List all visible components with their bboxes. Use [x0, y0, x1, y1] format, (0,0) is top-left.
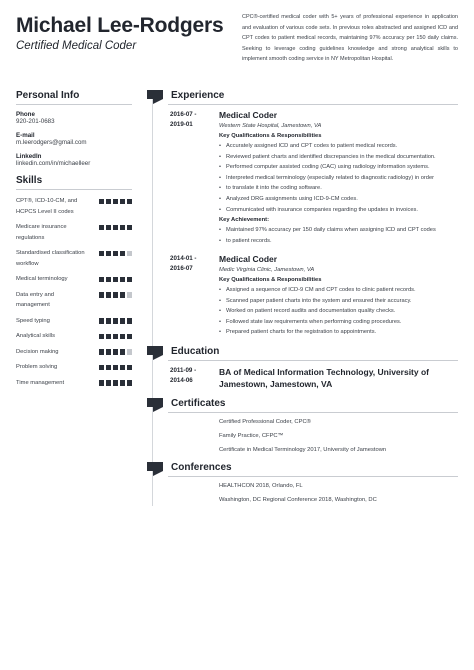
skill-level-rating	[99, 225, 133, 231]
job-date-end: 2019-01	[170, 121, 193, 128]
skill-name: Speed typing	[16, 317, 50, 324]
skill-level-square-icon	[127, 225, 133, 231]
job-company: Medic Virginia Clinic, Jamestown, VA	[219, 267, 315, 273]
skill-name: Data entry and management	[16, 291, 55, 308]
bullet-item: • Reviewed patient charts and identified discrepancies in the medical documentation.	[219, 152, 458, 163]
skill-level-square-icon	[99, 292, 105, 298]
skill-level-square-icon	[113, 365, 119, 371]
skill-level-square-icon	[120, 277, 126, 283]
skill-level-square-icon	[113, 334, 119, 340]
skill-level-square-icon	[120, 251, 126, 257]
job-date-start: 2016-07 -	[170, 111, 197, 118]
skill-level-square-icon	[120, 380, 126, 386]
skill-row	[16, 362, 132, 373]
phone-label: Phone	[16, 111, 35, 118]
conference-item: HEALTHCON 2018, Orlando, FL	[219, 483, 303, 489]
skill-row	[16, 316, 132, 327]
skill-level-square-icon	[106, 251, 112, 257]
job-qual-heading: Key Qualifications & Responsibilities	[219, 277, 322, 283]
skill-level-square-icon	[120, 199, 126, 205]
certificate-item: Certificate in Medical Terminology 2017, University of Jamestown	[219, 447, 387, 453]
bullet-item: • to translate it into the coding software.	[219, 183, 458, 194]
skill-name: CPT®, ICD-10-CM, and HCPCS Level II codes	[16, 198, 78, 215]
certificates-heading: Certificates	[171, 398, 226, 409]
skill-level-square-icon	[113, 318, 119, 324]
skill-level-square-icon	[127, 318, 133, 324]
skill-level-square-icon	[99, 318, 105, 324]
resume-header	[16, 12, 458, 82]
skill-row	[16, 331, 132, 342]
education-date-start: 2011-09 -	[170, 367, 197, 374]
education-heading: Education	[171, 346, 220, 357]
job-achievements	[219, 225, 458, 246]
skill-level-square-icon	[106, 199, 112, 205]
skill-level-square-icon	[127, 349, 133, 355]
skill-level-rating	[99, 251, 133, 257]
skill-name: Medical terminology	[16, 276, 68, 282]
skill-level-square-icon	[106, 380, 112, 386]
skill-row	[16, 378, 132, 389]
skill-level-rating	[99, 334, 133, 340]
skill-level-square-icon	[99, 199, 105, 205]
bullet-item: • Accurately assigned ICD and CPT codes to patient medical records.	[219, 141, 458, 152]
skill-row	[16, 290, 132, 311]
skill-level-square-icon	[127, 380, 133, 386]
job-dates	[170, 254, 214, 274]
job-body	[219, 254, 458, 338]
skill-level-square-icon	[113, 349, 119, 355]
linkedin-value[interactable]: linkedin.com/in/michaelleer	[16, 160, 91, 167]
email-label: E-mail	[16, 132, 35, 139]
bullet-item: • to patient records.	[219, 236, 458, 247]
job-qual-heading: Key Qualifications & Responsibilities	[219, 133, 322, 139]
phone-value: 920-201-0683	[16, 118, 55, 125]
skill-level-rating	[99, 380, 133, 386]
skill-level-square-icon	[127, 251, 133, 257]
bullet-item: • Scanned paper patient charts into the system and ensured their accuracy.	[219, 296, 458, 307]
job-entry	[170, 110, 458, 250]
bullet-item: • Interpreted medical terminology (especially related to diagnostic radiology) in order	[219, 173, 458, 184]
skill-name: Medicare insurance regulations	[16, 224, 67, 241]
timeline-line	[152, 96, 153, 506]
bullet-item: • Worked on patient record audits and documentation quality checks.	[219, 306, 458, 317]
skill-name: Problem solving	[16, 364, 58, 370]
skill-level-square-icon	[106, 349, 112, 355]
skill-level-square-icon	[99, 225, 105, 231]
skill-row	[16, 274, 132, 285]
skill-level-rating	[99, 292, 133, 298]
skill-name: Time management	[16, 379, 65, 386]
skill-level-square-icon	[99, 334, 105, 340]
skill-level-square-icon	[99, 380, 105, 386]
candidate-name: Michael Lee-Rodgers	[16, 14, 224, 37]
job-title: Medical Coder	[219, 110, 278, 120]
job-title: Medical Coder	[219, 254, 278, 264]
left-column	[16, 90, 132, 393]
skill-level-square-icon	[120, 334, 126, 340]
skills-heading: Skills	[16, 175, 132, 190]
skill-level-square-icon	[113, 199, 119, 205]
section-flag-icon	[147, 462, 163, 476]
degree-line-1: BA of Medical Information Technology, University of	[219, 367, 429, 377]
bullet-item: • Performed computer assisted coding (CAC) using radiology information systems.	[219, 162, 458, 173]
job-dates	[170, 110, 214, 130]
certificate-item: Certified Professional Coder, CPC®	[219, 419, 311, 425]
education-entry	[170, 366, 458, 394]
job-date-end: 2016-07	[170, 265, 193, 272]
skill-name: Analytical skills	[16, 333, 55, 339]
skill-level-square-icon	[113, 225, 119, 231]
skill-level-square-icon	[106, 318, 112, 324]
conference-item: Washington, DC Regional Conference 2018, Washington, DC	[219, 497, 377, 503]
skill-level-square-icon	[120, 318, 126, 324]
job-bullets	[219, 285, 458, 338]
skill-level-square-icon	[106, 365, 112, 371]
experience-heading: Experience	[171, 90, 225, 101]
skill-level-rating	[99, 277, 133, 283]
section-flag-icon	[147, 398, 163, 412]
certificates-rule	[168, 412, 458, 413]
bullet-item: • Followed state law requirements when performing coding procedures.	[219, 317, 458, 328]
skill-row	[16, 248, 132, 269]
linkedin-label: LinkedIn	[16, 153, 42, 160]
education-body	[219, 366, 458, 390]
bullet-item: • Analyzed DRG assignments using ICD-9-CM codes.	[219, 194, 458, 205]
skill-level-square-icon	[120, 225, 126, 231]
skill-level-square-icon	[127, 292, 133, 298]
education-dates	[170, 366, 214, 386]
skills-list	[16, 196, 132, 388]
skill-level-square-icon	[127, 334, 133, 340]
skill-level-square-icon	[113, 292, 119, 298]
job-body	[219, 110, 458, 246]
skill-level-square-icon	[106, 225, 112, 231]
job-achievement-heading: Key Achievement:	[219, 217, 270, 224]
conferences-heading: Conferences	[171, 462, 232, 473]
skill-name: Decision making	[16, 348, 59, 355]
skill-level-square-icon	[113, 380, 119, 386]
skill-level-square-icon	[127, 365, 133, 371]
skill-level-rating	[99, 365, 133, 371]
job-date-start: 2014-01 -	[170, 255, 197, 262]
skill-level-square-icon	[106, 292, 112, 298]
bullet-item: • Prepared patient charts for the registration to appointments.	[219, 327, 458, 338]
candidate-title: Certified Medical Coder	[16, 40, 137, 52]
skill-level-rating	[99, 349, 133, 355]
section-flag-icon	[147, 346, 163, 360]
skill-level-square-icon	[127, 199, 133, 205]
email-value[interactable]: m.leerodgers@gmail.com	[16, 139, 87, 146]
skill-level-square-icon	[106, 277, 112, 283]
summary-paragraph: CPC®-certified medical coder with 5+ years of professional experience in application and evaluation of various code sets. In previous roles abstracted and assigned ICD and CPT codes to patient medical records, maintaining 97% accuracy per 150 daily claims. Seeking to leverage coding guidelines knowledge and strong analytical skills to implement smooth coding service in NY Metropolitan Hospital.	[242, 14, 458, 63]
job-bullets	[219, 141, 458, 215]
skill-name: Standardised classification workflow	[16, 250, 85, 267]
skill-row	[16, 222, 132, 243]
skill-row	[16, 347, 132, 358]
skill-row	[16, 196, 132, 217]
skill-level-square-icon	[106, 334, 112, 340]
skill-level-square-icon	[120, 349, 126, 355]
skill-level-rating	[99, 199, 133, 205]
skill-level-square-icon	[127, 277, 133, 283]
section-flag-icon	[147, 90, 163, 104]
skill-level-square-icon	[99, 365, 105, 371]
skill-level-square-icon	[99, 277, 105, 283]
certificate-item: Family Practice, CFPC™	[219, 433, 284, 439]
job-entry	[170, 254, 458, 344]
skill-level-square-icon	[120, 292, 126, 298]
conferences-rule	[168, 476, 458, 477]
job-company: Western State Hospital, Jamestown, VA	[219, 123, 322, 129]
bullet-item: • Communicated with insurance companies regarding the updates in invoices.	[219, 205, 458, 216]
bullet-item: • Assigned a sequence of ICD-9 CM and CPT codes to clinic patient records.	[219, 285, 458, 296]
experience-rule	[168, 104, 458, 105]
skill-level-rating	[99, 318, 133, 324]
education-date-end: 2014-06	[170, 377, 193, 384]
skill-level-square-icon	[120, 365, 126, 371]
bullet-item: • Maintained 97% accuracy per 150 daily claims when assigning ICD and CPT codes	[219, 225, 458, 236]
degree-line-2: Jamestown, Jamestown, VA	[219, 379, 333, 389]
skill-level-square-icon	[113, 277, 119, 283]
education-rule	[168, 360, 458, 361]
skill-level-square-icon	[99, 251, 105, 257]
personal-info-heading: Personal Info	[16, 90, 132, 105]
skill-level-square-icon	[99, 349, 105, 355]
skill-level-square-icon	[113, 251, 119, 257]
